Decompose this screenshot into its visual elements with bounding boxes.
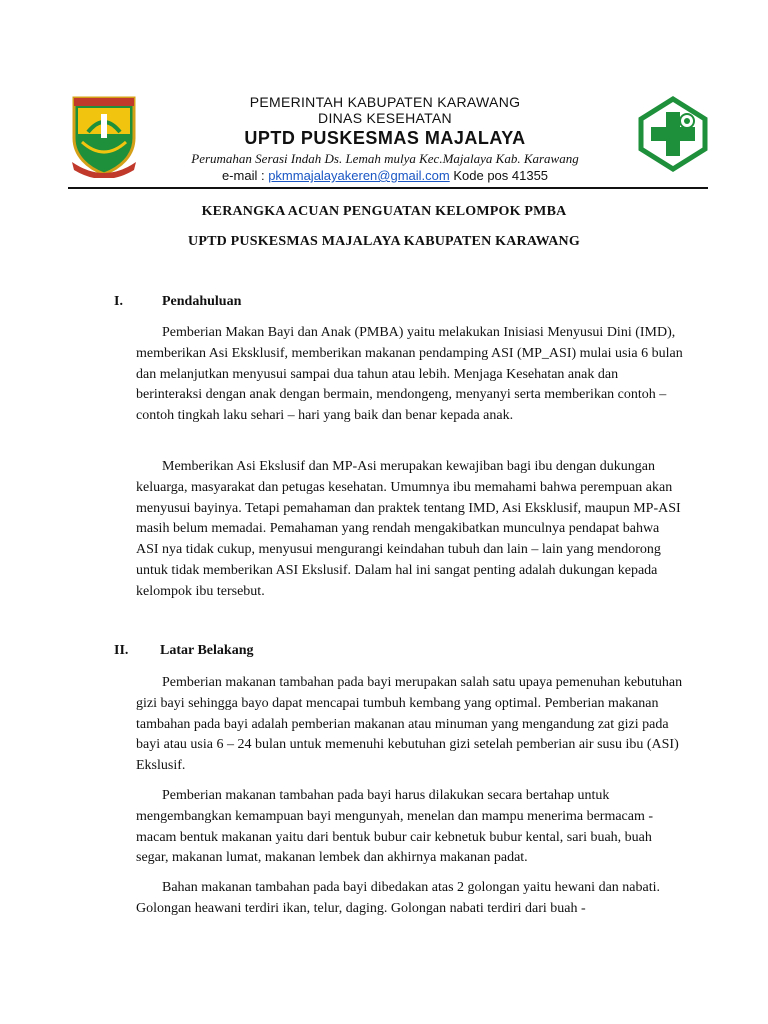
email-prefix: e-mail : xyxy=(221,168,269,183)
paragraph: Pemberian makanan tambahan pada bayi merupakan salah satu upaya pemenuhan kebutuhan gizi bayi sehingga bayo dapat mencapai tumbuh kembang yang optimal. Pemberian makanan tambahan pada bayi adalah pemberian makanan atau minuman yang mengandung zat gizi pada bayi atau usia 6 – 24 bulan untuk memenuhi kebutuhan gizi setelah pemberian air susu ibu (ASI) Ekslusif. xyxy=(136,675,683,774)
contact-line xyxy=(150,167,620,184)
government-name: PEMERINTAH KABUPATEN KARAWANG xyxy=(249,94,521,110)
postal-code: Kode pos 41355 xyxy=(449,168,549,183)
letterhead xyxy=(0,0,768,200)
section-heading: Pendahuluan xyxy=(162,294,242,309)
paragraph: Bahan makanan tambahan pada bayi dibedakan atas 2 golongan yaitu hewani dan nabati. Golongan heawani terdiri ikan, telur, daging. Golongan nabati terdiri dari buah - xyxy=(136,880,660,916)
section-heading: Latar Belakang xyxy=(160,643,254,658)
paragraph: Memberikan Asi Ekslusif dan MP-Asi merupakan kewajiban bagi ibu dengan dukungan keluarga, masyarakat dan petugas kesehatan. Umumnya ibu memahami bahwa perempuan akan menyusui bayinya. Tetapi pemahaman dan praktek tentang IMD, Asi Eksklusif, maupun MP-ASI masih belum memadai. Pemahaman yang rendah mengakibatkan munculnya pendapat bahwa ASI nya tidak cukup, menyusui mengurangi keindahan tubuh dan lain – lain yang mendorong untuk tidak memberikan ASI Ekslusif. Dalam hal ini sangat penting adalah dukungan kepada kelompok ibu tersebut. xyxy=(136,459,681,599)
letterhead-divider xyxy=(68,187,708,189)
department-name: DINAS KESEHATAN xyxy=(318,110,452,126)
puskesmas-cross-icon xyxy=(638,96,708,172)
address: Perumahan Serasi Indah Ds. Lemah mulya Kec.Majalaya Kab. Karawang xyxy=(191,151,579,166)
section-number: II. xyxy=(114,643,129,658)
document-subtitle: UPTD PUSKESMAS MAJALAYA KABUPATEN KARAWANG xyxy=(188,234,580,249)
paragraph: Pemberian Makan Bayi dan Anak (PMBA) yaitu melakukan Inisiasi Menyusui Dini (IMD), memberikan Asi Eksklusif, memberikan makanan pendamping ASI (MP_ASI) mulai usia 6 bulan dan melanjutkan menyusui sampai dua tahun atau lebih. Menjaga Kesehatan anak dan berinteraksi dengan anak dengan bermain, mendongeng, menyanyi serta memberikan contoh – contoh tingkah laku sehari – hari yang baik dan benar kepada anak. xyxy=(136,325,683,424)
section-number: I. xyxy=(114,294,123,309)
letterhead-text xyxy=(150,94,620,184)
institution-name: UPTD PUSKESMAS MAJALAYA xyxy=(244,128,526,148)
document-title: KERANGKA ACUAN PENGUATAN KELOMPOK PMBA xyxy=(201,204,567,219)
paragraph: Pemberian makanan tambahan pada bayi harus dilakukan secara bertahap untuk mengembangkan kemampuan bayi mengunyah, menelan dan mampu menerima bermacam - macam bentuk makanan yaitu dari bentuk bubur cair kebnetuk bubur kental, sari buah, buah segar, makanan lumat, makanan lembek dan akhirnya makanan padat. xyxy=(136,788,654,866)
karawang-regency-crest-icon xyxy=(68,92,140,178)
email-link[interactable]: pkmmajalayakeren@gmail.com xyxy=(268,168,450,183)
